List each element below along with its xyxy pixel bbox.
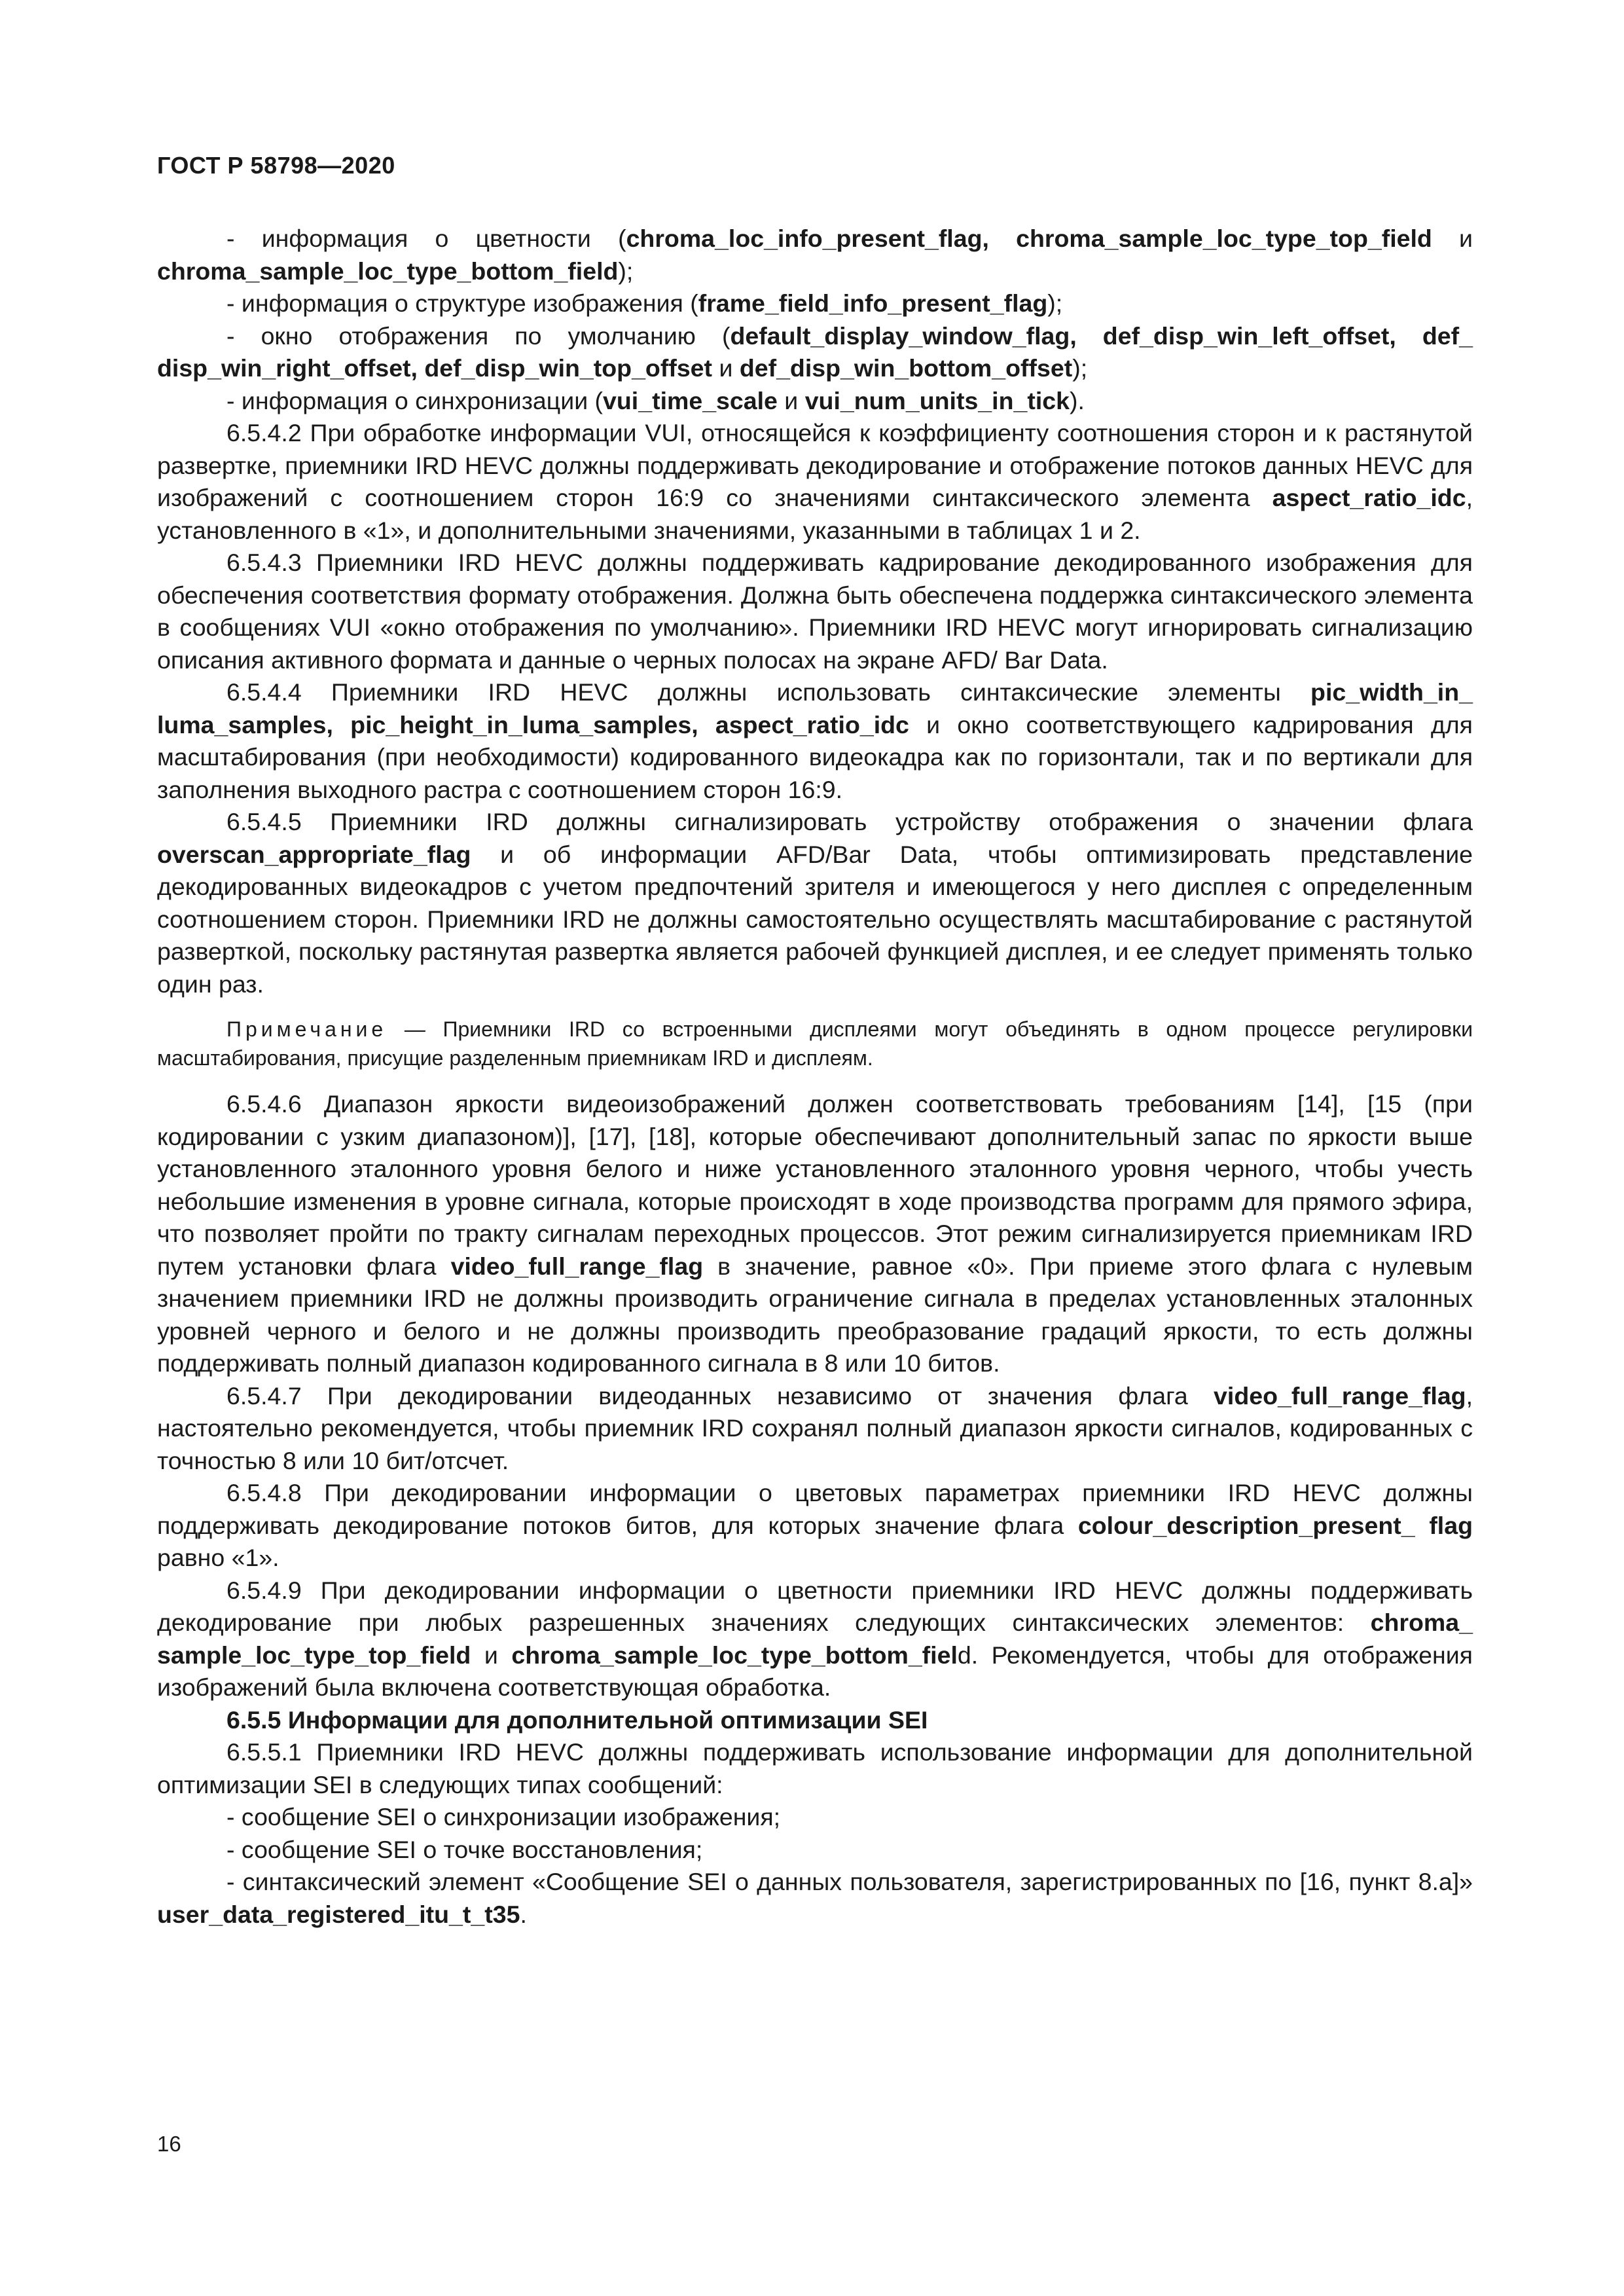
standard-header: ГОСТ Р 58798—2020 [157, 152, 395, 179]
paragraph-6-5-4-6: 6.5.4.6 Диапазон яркости видеоизображений должен соответствовать требованиям [14], [15 (при кодировании с узким диапазоном)], [17], [18], которые обеспечивают дополнительный запас по яркости выше установленного эталонного уровня белого и ниже установленного эталонного уровня черного, чтобы учесть небольшие изменения в уровне сигнала, которые происходят в ходе производства программ для прямого эфира, что позволяет пройти по тракту сигналам переходных процессов. Этот режим сигнализируется приемникам IRD путем установки флага video_full_range_flag в значение, равное «0». При приеме этого флага с нулевым значением приемники IRD не должны производить ограничение сигнала в пределах установленных эталонных уровней черного и белого и не должны производить преобразование градаций яркости, то есть должны поддерживать полный диапазон кодированного сигнала в 8 или 10 битов. [157, 1090, 1473, 1377]
list-item: - синтаксический элемент «Сообщение SEI о данных пользователя, зарегистрированных по [16, пункт 8.а]» user_data_registered_itu_t_t35. [157, 1868, 1473, 1928]
note: Примечание — Приемники IRD со встроенными дисплеями могут объединять в одном процессе регулировки масштабирования, присущие разделенным приемникам IRD и дисплеям. [157, 1017, 1473, 1070]
paragraph-6-5-4-7: 6.5.4.7 При декодировании видеоданных независимо от значения флага video_full_range_flag, настоятельно рекомендуется, чтобы приемник IRD сохранял полный диапазон яркости сигналов, кодированных с точностью 8 или 10 бит/отсчет. [157, 1381, 1473, 1474]
list-item: - информация о синхронизации (vui_time_scale и vui_num_units_in_tick). [226, 386, 1085, 414]
section-title-6-5-5: 6.5.5 Информации для дополнительной оптимизации SEI [226, 1705, 928, 1734]
list-item: - сообщение SEI о синхронизации изображения; [226, 1803, 781, 1831]
list-item: - информация о структуре изображения (frame_field_info_present_flag); [226, 289, 1063, 317]
paragraph-6-5-4-9: 6.5.4.9 При декодировании информации о цветности приемники IRD HEVC должны поддерживать декодирование при любых разрешенных значениях следующих синтаксических элементов: chroma_ sample_loc_type_top_field и chroma_sample_loc_type_bottom_field. Рекомендуется, чтобы для отображения изображений была включена соответствующая обработка. [157, 1576, 1473, 1701]
paragraph-6-5-4-8: 6.5.4.8 При декодировании информации о цветовых параметрах приемники IRD HEVC должны поддерживать декодирование потоков битов, для которых значение флага colour_description_present_ flag равно «1». [157, 1479, 1473, 1571]
document-page [157, 0, 1473, 2296]
note-label: Примечание [226, 1017, 388, 1041]
list-item: - информация о цветности (chroma_loc_info_present_flag, chroma_sample_loc_type_top_field и chroma_sample_loc_type_bottom_field); [157, 225, 1473, 285]
page-number: 16 [157, 2132, 181, 2156]
document-body [157, 223, 1473, 1931]
paragraph-6-5-4-5: 6.5.4.5 Приемники IRD должны сигнализировать устройству отображения о значении флага overscan_appropriate_flag и об информации AFD/Bar Data, чтобы оптимизировать представление декодированных видеокадров с учетом предпочтений зрителя и имеющегося у него дисплея с определенным соотношением сторон. Приемники IRD не должны самостоятельно осуществлять масштабирование с растянутой разверткой, поскольку растянутая развертка является рабочей функцией дисплея, и ее следует применять только один раз. [157, 808, 1473, 998]
paragraph-6-5-5-1: 6.5.5.1 Приемники IRD HEVC должны поддерживать использование информации для дополнительной оптимизации SEI в следующих типах сообщений: [157, 1738, 1473, 1798]
list-item: - окно отображения по умолчанию (default_display_window_flag, def_disp_win_left_offset, def_ disp_win_right_offset, def_disp_win_top_offset и def_disp_win_bottom_offset); [157, 321, 1473, 382]
paragraph-6-5-4-2: 6.5.4.2 При обработке информации VUI, относящейся к коэффициенту соотношения сторон и к растянутой развертке, приемники IRD HEVC должны поддерживать декодирование и отображение потоков данных HEVC для изображений с соотношением сторон 16:9 со значениями синтаксического элемента aspect_ratio_idc, установленного в «1», и дополнительными значениями, указанными в таблицах 1 и 2. [157, 419, 1473, 544]
paragraph-6-5-4-3: 6.5.4.3 Приемники IRD HEVC должны поддерживать кадрирование декодированного изображения для обеспечения соответствия формату отображения. Должна быть обеспечена поддержка синтаксического элемента в сообщениях VUI «окно отображения по умолчанию». Приемники IRD HEVC могут игнорировать сигнализацию описания активного формата и данные о черных полосах на экране AFD/ Bar Data. [157, 549, 1473, 674]
list-item: - сообщение SEI о точке восстановления; [226, 1835, 703, 1863]
paragraph-6-5-4-4: 6.5.4.4 Приемники IRD HEVC должны использовать синтаксические элементы pic_width_in_ luma_samples, pic_height_in_luma_samples, aspect_ratio_idc и окно соответствующего кадрирования для масштабирования (при необходимости) кодированного видеокадра как по горизонтали, так и по вертикали для заполнения выходного растра с соотношением сторон 16:9. [157, 678, 1473, 803]
